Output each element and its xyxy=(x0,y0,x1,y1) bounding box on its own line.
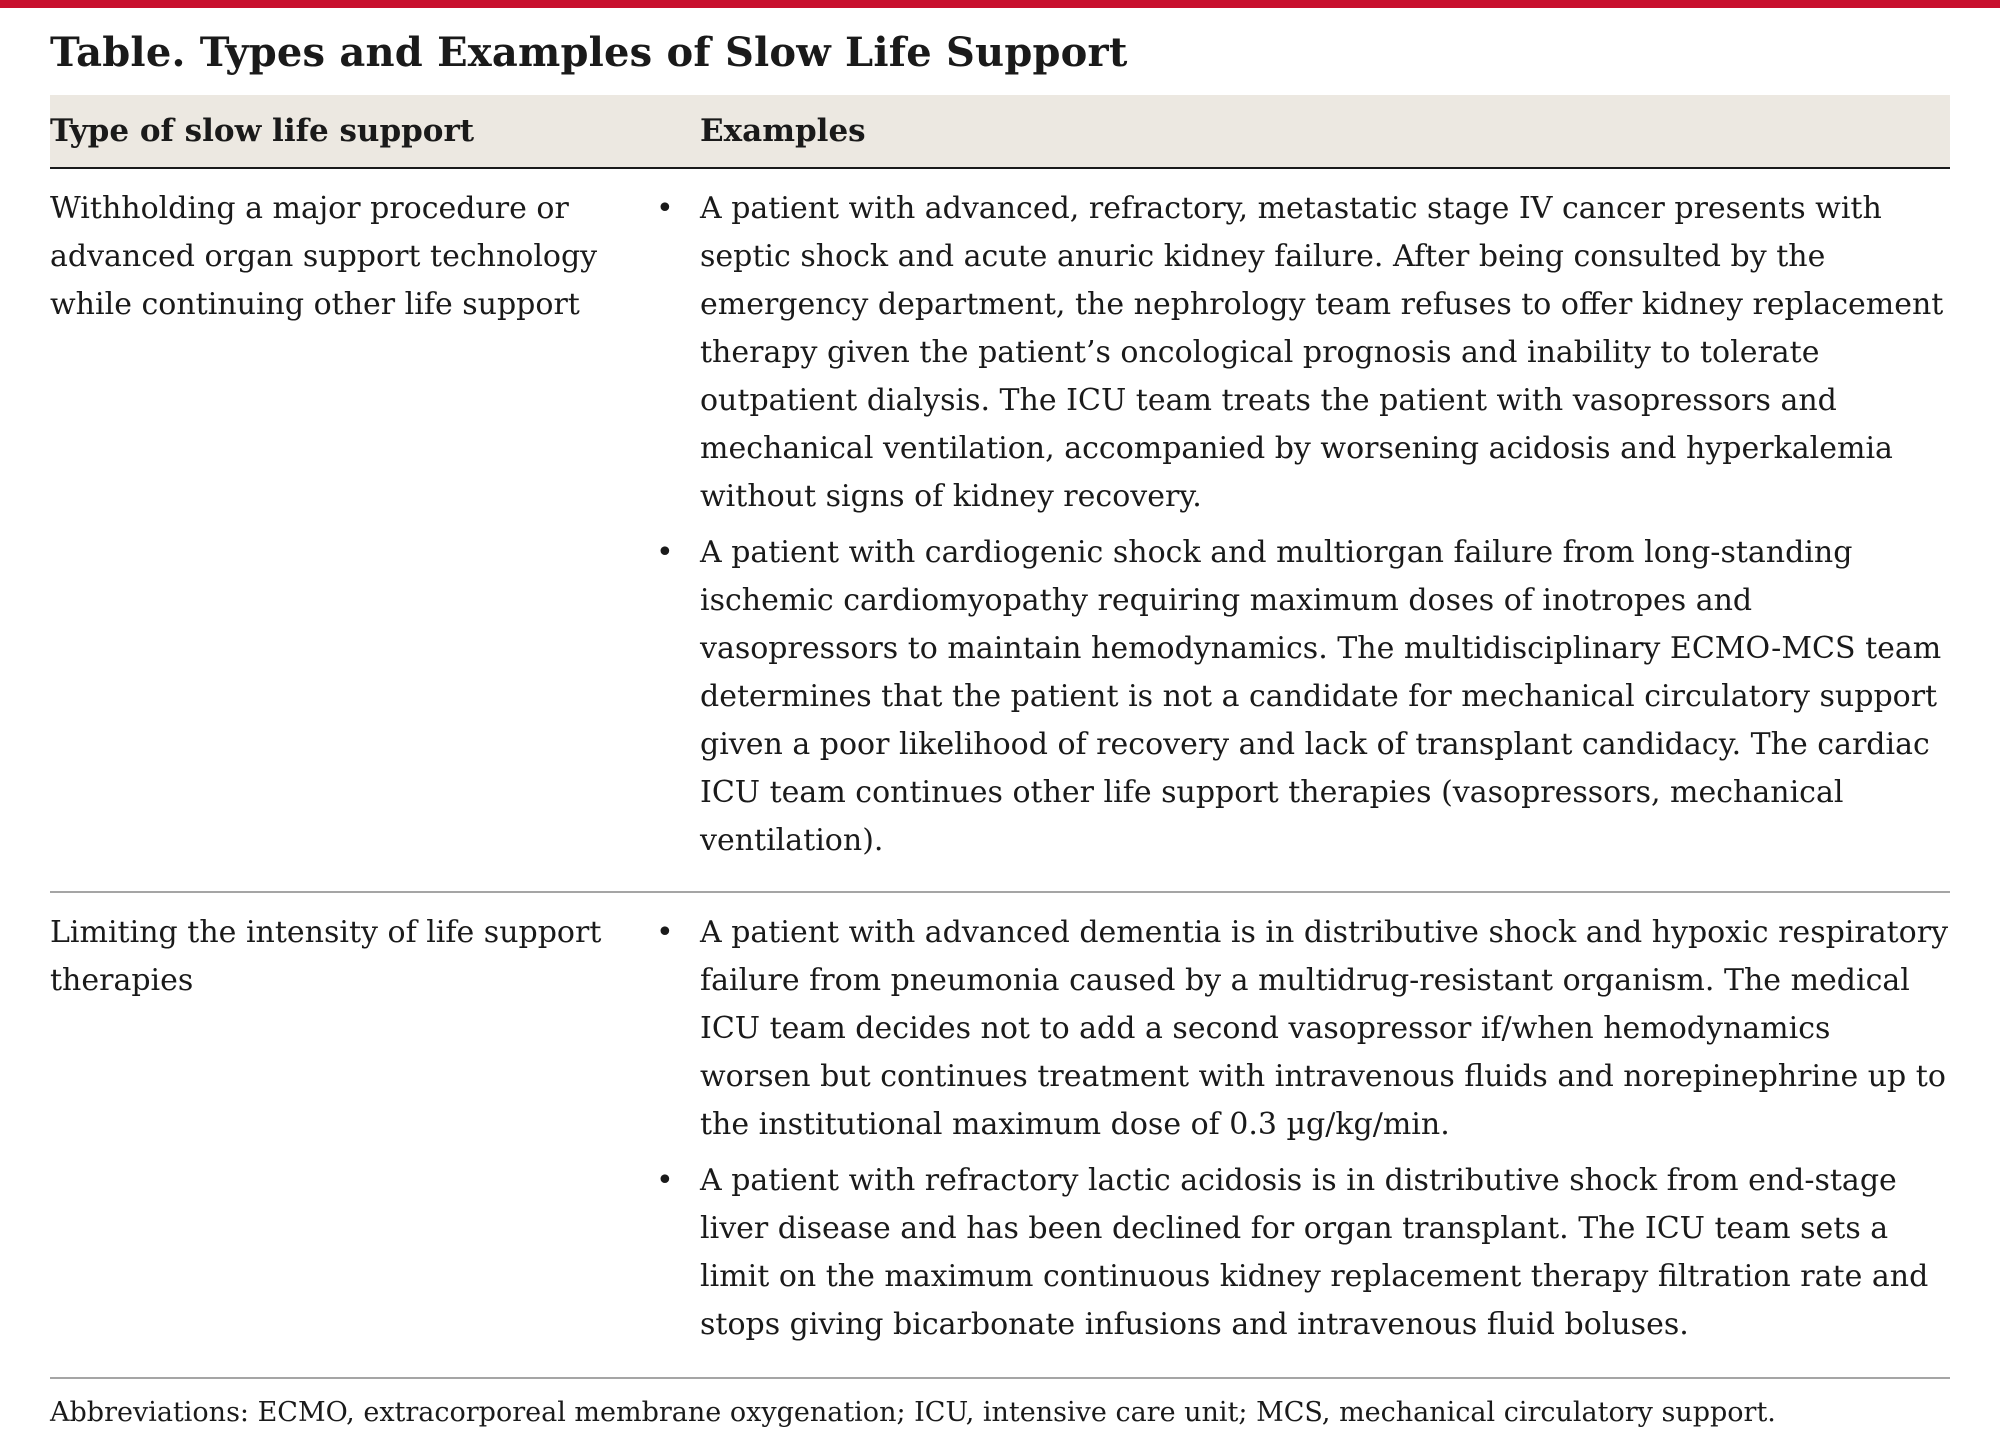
bullet-icon: • xyxy=(656,1163,674,1198)
table-row xyxy=(50,169,1950,893)
table-title: Table. Types and Examples of Slow Life Support xyxy=(50,29,1128,76)
column-header-examples: Examples xyxy=(700,113,866,149)
example-text: A patient with advanced dementia is in distributive shock and hypoxic respiratory failure from pneumonia caused by a multidrug-resistant organism. The medical ICU team decides not to add a second vasopressor if/when hemodynamics worsen but continues treatment with intravenous fluids and norepinephrine up to the institutional maximum dose of 0.3 µg/kg/min. xyxy=(700,915,1949,1142)
abbreviations-footnote: Abbreviations: ECMO, extracorporeal membrane oxygenation; ICU, intensive care unit; MCS, mechanical circulatory support. xyxy=(50,1397,1776,1428)
example-item xyxy=(656,529,1950,865)
accent-bar xyxy=(0,0,2000,8)
example-item xyxy=(656,1157,1950,1349)
table-row xyxy=(50,893,1950,1379)
example-text: A patient with cardiogenic shock and multiorgan failure from long-standing ischemic cardiomyopathy requiring maximum doses of inotropes and vasopressors to maintain hemodynamics. The multidisciplinary ECMO-MCS team determines that the patient is not a candidate for mechanical circulatory support given a poor likelihood of recovery and lack of transplant candidacy. The cardiac ICU team continues other life support therapies (vasopressors, mechanical ventilation). xyxy=(700,535,1942,858)
bullet-icon: • xyxy=(656,191,674,226)
example-text: A patient with advanced, refractory, metastatic stage IV cancer presents with septic shock and acute anuric kidney failure. After being consulted by the emergency department, the nephrology team refuses to offer kidney replacement therapy given the patient’s oncological prognosis and inability to tolerate outpatient dialysis. The ICU team treats the patient with vasopressors and mechanical ventilation, accompanied by worsening acidosis and hyperkalemia without signs of kidney recovery. xyxy=(700,191,1944,514)
example-item xyxy=(656,185,1950,521)
example-item xyxy=(656,909,1950,1149)
table-header xyxy=(50,95,1950,169)
type-cell: Withholding a major procedure or advanced organ support technology while continuing other life support xyxy=(50,191,598,322)
type-cell: Limiting the intensity of life support therapies xyxy=(50,915,602,998)
example-text: A patient with refractory lactic acidosis is in distributive shock from end-stage liver disease and has been declined for organ transplant. The ICU team sets a limit on the maximum continuous kidney replacement therapy filtration rate and stops giving bicarbonate infusions and intravenous fluid boluses. xyxy=(700,1163,1929,1342)
table-figure xyxy=(50,26,1950,1437)
bullet-icon: • xyxy=(656,915,674,950)
bullet-icon: • xyxy=(656,535,674,570)
examples-list xyxy=(656,909,1950,1357)
column-header-type: Type of slow life support xyxy=(50,113,475,149)
examples-list xyxy=(656,185,1950,873)
